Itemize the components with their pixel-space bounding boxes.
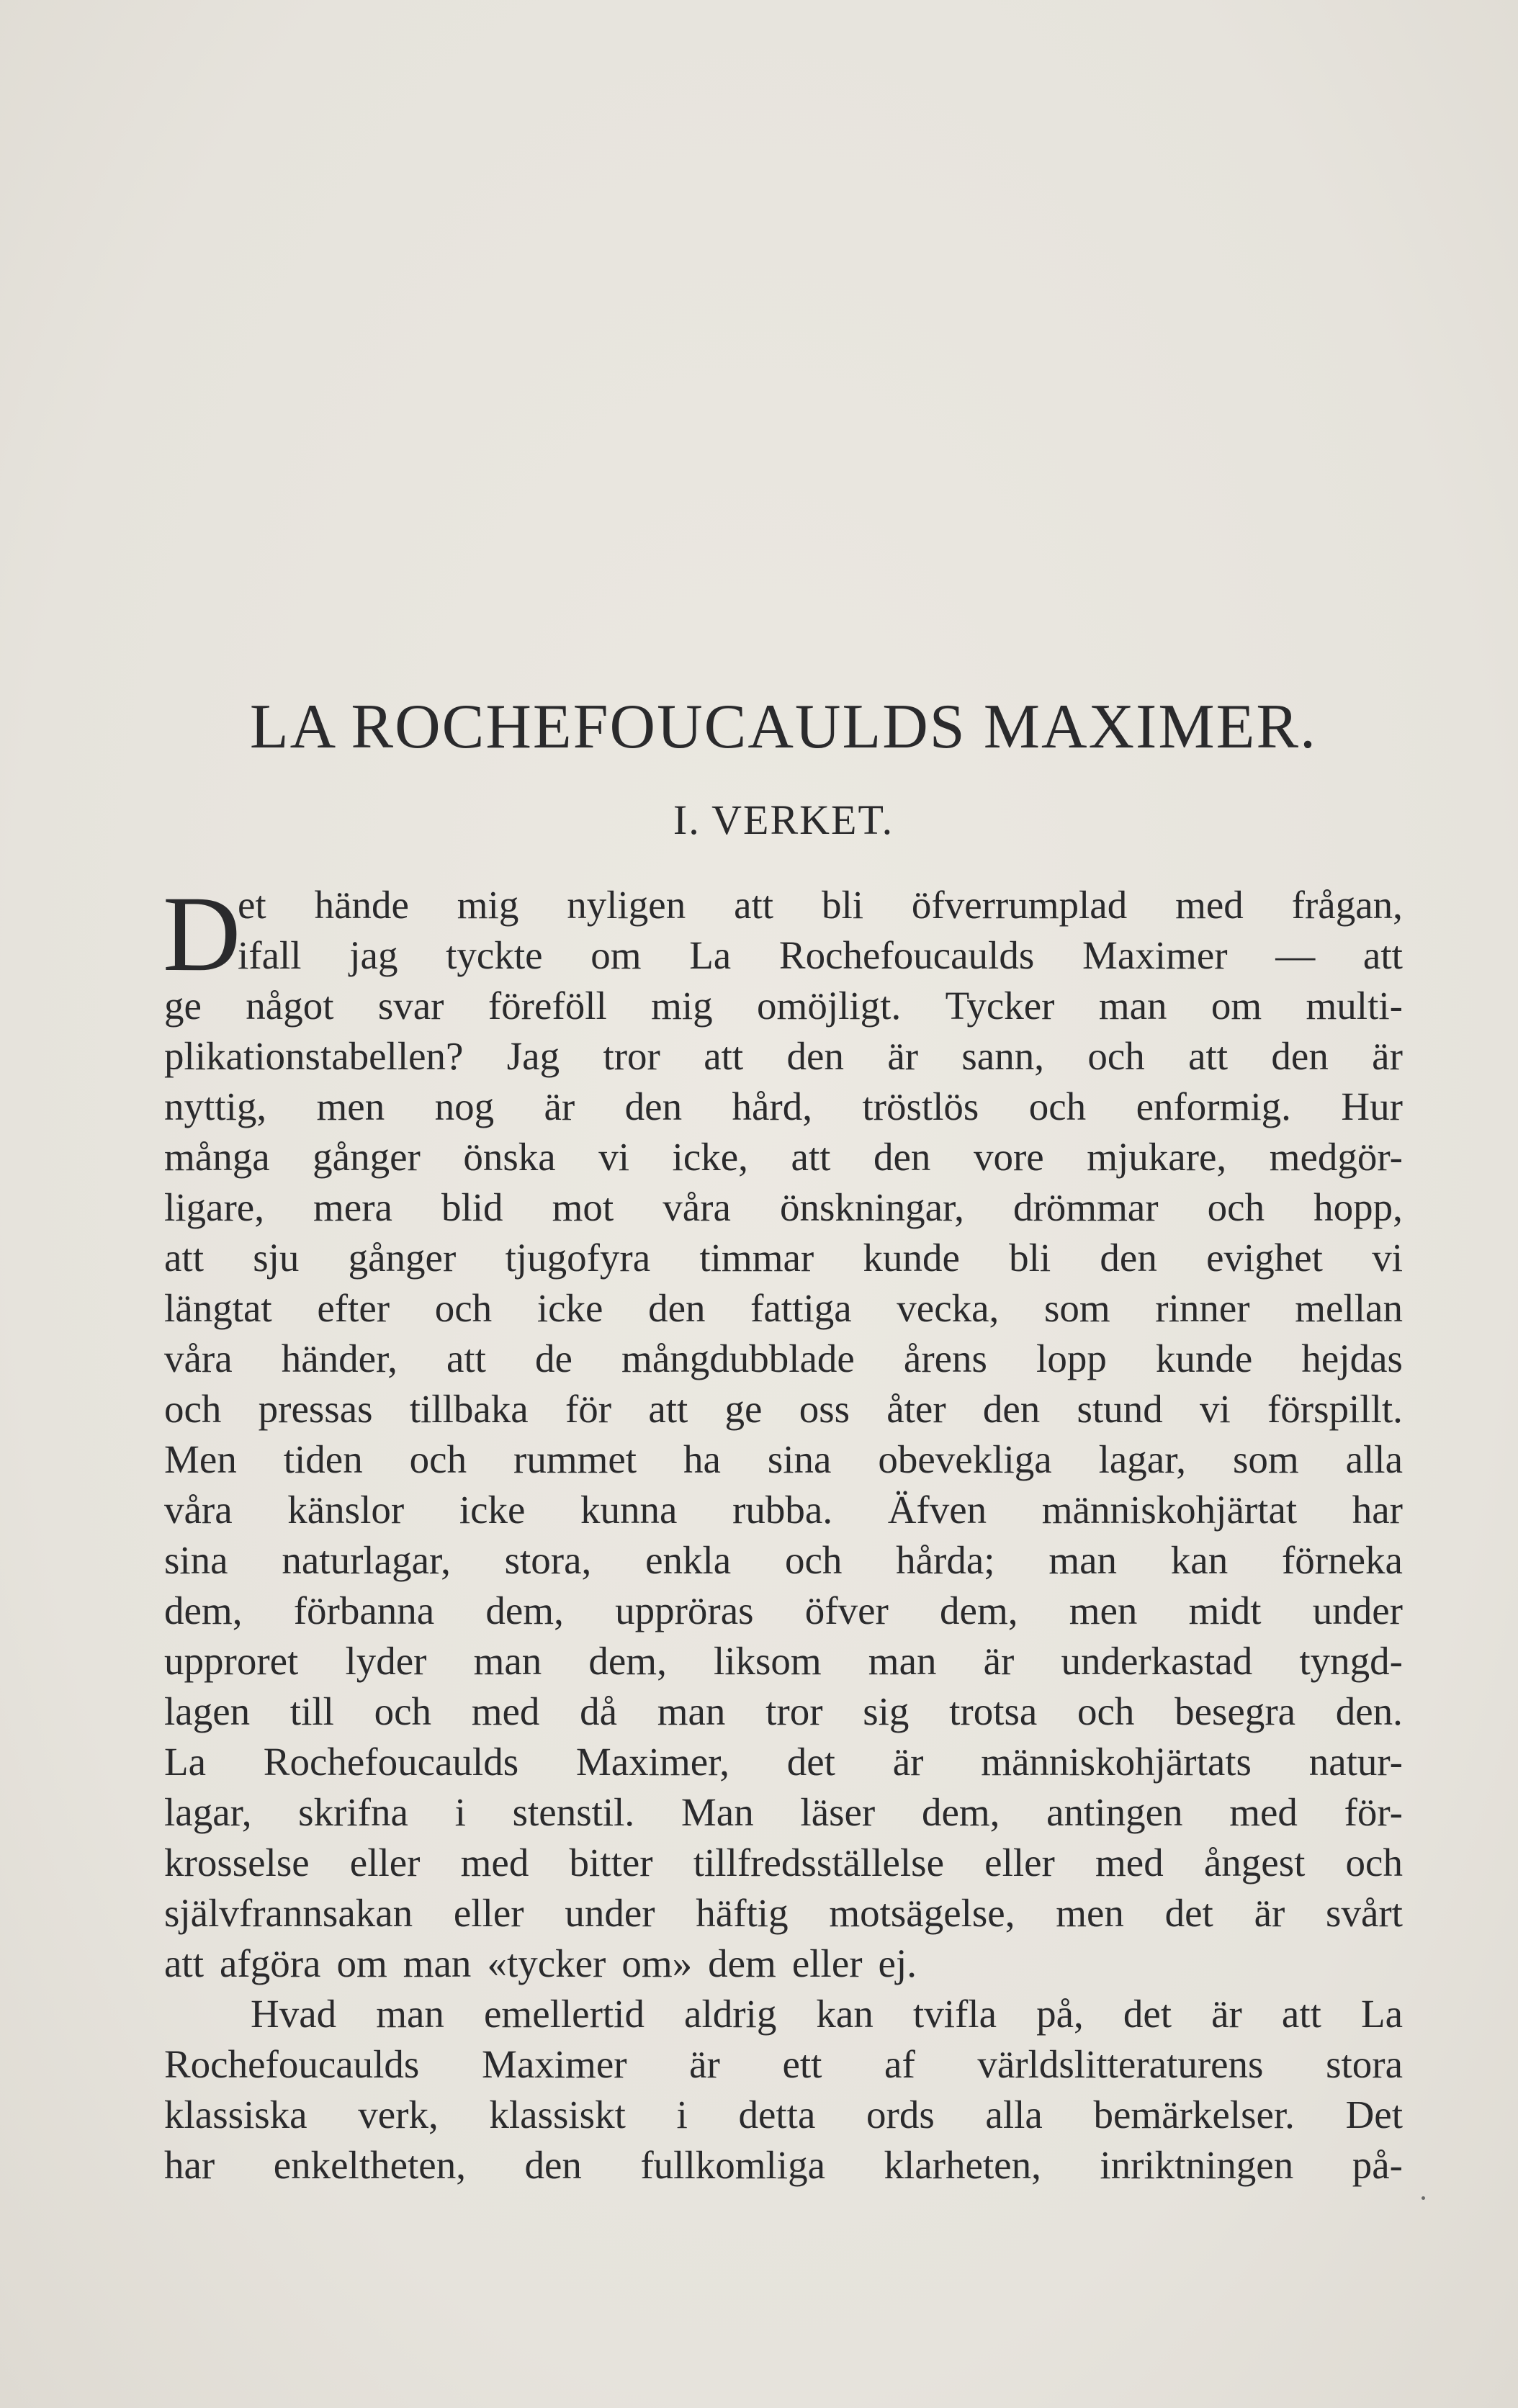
text-line: Men tiden och rummet ha sina obevekliga lagar, som alla <box>164 1437 1403 1481</box>
text-line: Rochefoucaulds Maximer är ett af världslitteraturens stora <box>164 2042 1403 2086</box>
text-line: självfrannsakan eller under häftig motsägelse, men det är svårt <box>164 1891 1403 1935</box>
paragraph-2 <box>164 1989 1403 2191</box>
drop-cap: D <box>163 874 241 994</box>
text-line: lagen till och med då man tror sig trotsa och besegra den. <box>164 1689 1403 1733</box>
section-heading: I. VERKET. <box>673 796 894 843</box>
text-line: Hvad man emellertid aldrig kan tvifla på, det är att La <box>251 1992 1403 2036</box>
text-line: och pressas tillbaka för att ge oss åter den stund vi förspillt. <box>164 1387 1403 1431</box>
chapter-title: LA ROCHEFOUCAULDS MAXIMER. <box>249 692 1318 762</box>
text-line: et hände mig nyligen att bli öfverrumplad med frågan, <box>238 883 1403 927</box>
text-line: våra känslor icke kunna rubba. Äfven människohjärtat har <box>164 1488 1403 1532</box>
text-line: längtat efter och icke den fattiga vecka, som rinner mellan <box>164 1286 1403 1330</box>
text-line: ifall jag tyckte om La Rochefoucaulds Maximer — att <box>238 933 1403 977</box>
page-text <box>164 691 1403 2191</box>
text-line: våra händer, att de mångdubblade årens lopp kunde hejdas <box>164 1336 1403 1380</box>
text-line: dem, förbanna dem, uppröras öfver dem, men midt under <box>164 1589 1403 1632</box>
text-line: att sju gånger tjugofyra timmar kunde bli den evighet vi <box>164 1236 1403 1280</box>
text-line: lagar, skrifna i stenstil. Man läser dem, antingen med för- <box>164 1790 1403 1834</box>
text-line: plikationstabellen? Jag tror att den är sann, och att den är <box>164 1034 1403 1078</box>
text-line: krosselse eller med bitter tillfredsställelse eller med ångest och <box>164 1841 1403 1884</box>
paragraph-1 <box>163 874 1403 1989</box>
text-line: sina naturlagar, stora, enkla och hårda; man kan förneka <box>164 1538 1403 1582</box>
text-line: att afgöra om man «tycker om» dem eller ej. <box>164 1941 917 1985</box>
text-line: klassiska verk, klassiskt i detta ords alla bemärkelser. Det <box>164 2093 1403 2137</box>
text-line: har enkeltheten, den fullkomliga klarheten, inriktningen på- <box>164 2143 1403 2187</box>
text-line: nyttig, men nog är den hård, tröstlös och enformig. Hur <box>164 1084 1403 1128</box>
text-line: många gånger önska vi icke, att den vore mjukare, medgör- <box>164 1135 1403 1179</box>
text-line: La Rochefoucaulds Maximer, det är människohjärtats natur- <box>164 1740 1403 1784</box>
text-line: upproret lyder man dem, liksom man är underkastad tyngd- <box>164 1639 1403 1683</box>
text-line: ligare, mera blid mot våra önskningar, drömmar och hopp, <box>164 1185 1403 1229</box>
print-speck <box>1422 2196 1425 2200</box>
text-line: ge något svar föreföll mig omöjligt. Tycker man om multi- <box>164 984 1403 1028</box>
